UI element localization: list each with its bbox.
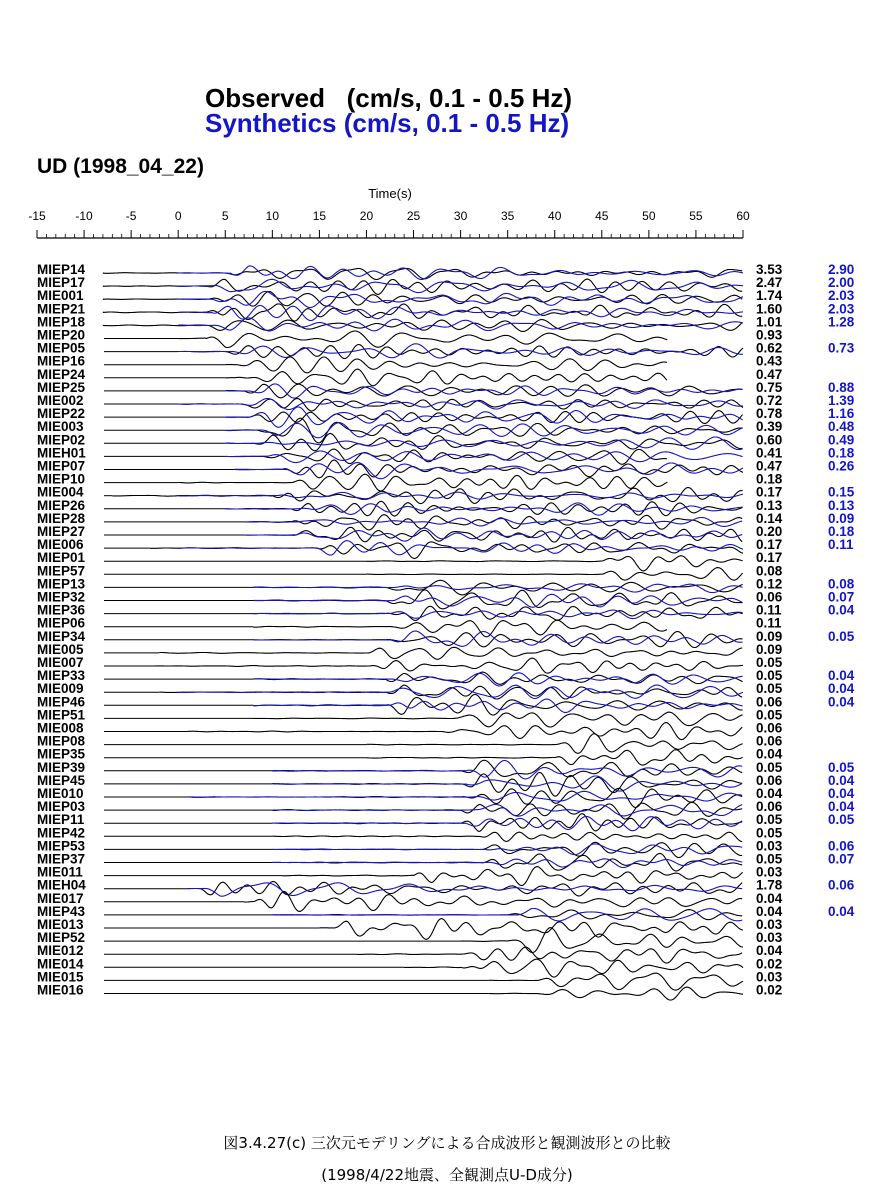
- synthetic-max-label: 0.26: [828, 458, 855, 474]
- station-label: MIEP18: [37, 314, 86, 330]
- observed-trace: [272, 760, 742, 777]
- synthetic-max-label: 0.48: [828, 419, 855, 435]
- synthetic-max-label: 0.04: [828, 786, 855, 801]
- observed-trace: [319, 919, 743, 940]
- x-tick-label: 35: [500, 209, 515, 223]
- station-label: MIEP24: [37, 366, 86, 382]
- observed-max-label: 0.05: [756, 707, 783, 723]
- x-tick-label: 10: [265, 209, 280, 223]
- synthetic-max-label: 0.88: [828, 379, 855, 395]
- observed-trace: [244, 515, 742, 530]
- station-label: MIEP35: [37, 746, 86, 762]
- station-label: MIEP45: [37, 772, 86, 788]
- x-tick-label: 45: [595, 209, 609, 223]
- observed-max-label: 1.78: [756, 877, 783, 893]
- station-label: MIEP53: [37, 838, 86, 854]
- observed-max-label: 0.05: [756, 851, 783, 867]
- synthetic-max-label: 2.90: [828, 262, 855, 277]
- caption-line-1: 図3.4.27(c) 三次元モデリングによる合成波形と観測波形との比較: [223, 1134, 671, 1152]
- observed-max-label: 0.14: [756, 510, 783, 526]
- observed-max-label: 0.93: [756, 327, 783, 343]
- station-label: MIEP17: [37, 275, 86, 291]
- observed-max-label: 0.41: [756, 445, 783, 461]
- observed-trace: [489, 973, 743, 990]
- observed-title: Observed (cm/s, 0.1 - 0.5 Hz): [205, 83, 573, 113]
- synthetic-max-label: 2.03: [828, 288, 855, 304]
- station-label: MIEP14: [37, 262, 86, 277]
- caption-line-2: (1998/4/22地震、全観測点U-D成分): [321, 1166, 573, 1184]
- observed-trace: [178, 331, 667, 348]
- x-tick-label: 55: [689, 209, 703, 223]
- synthetic-max-label: 0.73: [828, 340, 855, 356]
- observed-max-label: 0.05: [756, 668, 783, 684]
- observed-trace: [103, 268, 742, 279]
- observed-max-label: 0.02: [756, 982, 783, 998]
- synthetic-max-label: 0.07: [828, 589, 855, 605]
- station-label: MIEP16: [37, 353, 86, 369]
- observed-max-label: 0.62: [756, 340, 783, 356]
- synthetic-max-label: 0.04: [828, 903, 855, 919]
- synthetic-max-label: 0.49: [828, 432, 855, 448]
- station-label: MIEP33: [37, 668, 86, 684]
- station-label: MIEP02: [37, 432, 86, 448]
- observed-max-label: 0.05: [756, 825, 783, 841]
- observed-max-label: 0.43: [756, 353, 783, 369]
- station-label: MIE006: [37, 537, 84, 553]
- station-label: MIEH04: [37, 877, 86, 893]
- observed-max-label: 0.06: [756, 720, 783, 736]
- observed-trace: [188, 723, 743, 740]
- observed-max-label: 0.03: [756, 917, 783, 932]
- station-label: MIE015: [37, 969, 84, 985]
- observed-max-label: 0.17: [756, 550, 783, 566]
- station-label: MIEP42: [37, 825, 86, 841]
- synthetic-max-label: 0.08: [828, 576, 855, 592]
- observed-max-label: 0.72: [756, 393, 783, 408]
- synthetic-trace: [225, 423, 742, 438]
- observed-trace: [357, 947, 742, 963]
- x-tick-label: -15: [28, 209, 46, 223]
- synthetic-max-label: 1.28: [828, 314, 855, 330]
- synthetic-max-label: 0.05: [828, 759, 855, 775]
- observed-max-label: 0.05: [756, 812, 783, 828]
- station-label: MIEP43: [37, 903, 86, 919]
- synthetic-trace: [254, 699, 743, 712]
- synthetic-max-label: 0.04: [828, 772, 855, 788]
- observed-max-label: 1.60: [756, 301, 783, 317]
- station-label: MIEP46: [37, 694, 86, 710]
- synthetic-max-label: 0.11: [828, 537, 854, 553]
- station-label: MIEH01: [37, 445, 86, 461]
- station-label: MIEP05: [37, 340, 86, 356]
- observed-trace: [225, 369, 667, 386]
- observed-max-label: 1.74: [756, 288, 783, 304]
- station-label: MIE002: [37, 393, 84, 408]
- trace-area: [103, 266, 743, 1000]
- station-label: MIEP28: [37, 510, 86, 526]
- observed-trace: [404, 959, 743, 977]
- observed-max-label: 0.13: [756, 497, 783, 513]
- observed-max-label: 0.09: [756, 641, 783, 657]
- synthetic-trace: [225, 503, 742, 515]
- synthetic-trace: [178, 306, 743, 321]
- station-label: MIE007: [37, 655, 84, 670]
- station-label: MIEP06: [37, 615, 86, 631]
- station-label: MIEP11: [37, 812, 85, 828]
- x-tick-label: 15: [312, 209, 327, 223]
- observed-trace: [188, 788, 743, 807]
- x-tick-label: 50: [642, 209, 656, 223]
- synthetic-max-label: 0.06: [828, 838, 855, 854]
- synthetic-max-label: 2.03: [828, 301, 855, 317]
- station-label: MIEP39: [37, 759, 86, 775]
- station-label: MIEP08: [37, 733, 86, 749]
- observed-trace: [150, 542, 743, 559]
- synthetic-max-label: 0.04: [828, 694, 855, 710]
- synthetic-max-label: 0.04: [828, 602, 855, 618]
- x-tick-label: -5: [125, 209, 137, 223]
- station-label: MIE009: [37, 681, 84, 697]
- observed-max-label: 0.04: [756, 786, 783, 801]
- synthetic-max-label: 0.04: [828, 668, 855, 684]
- x-tick-label: 40: [548, 209, 562, 223]
- station-label: MIEP01: [37, 550, 86, 566]
- observed-trace: [272, 814, 742, 832]
- synthetic-max-label: 0.05: [828, 812, 855, 828]
- observed-trace: [150, 658, 743, 673]
- observed-max-label: 0.47: [756, 458, 783, 474]
- station-label: MIEP03: [37, 799, 86, 815]
- station-label: MIEP26: [37, 497, 86, 513]
- synthetic-trace: [244, 528, 742, 541]
- observed-max-label: 0.05: [756, 759, 783, 775]
- observed-trace: [225, 384, 742, 398]
- observed-trace: [178, 474, 667, 491]
- time-axis: [28, 186, 750, 238]
- x-tick-label: 20: [359, 209, 374, 223]
- observed-max-label: 0.75: [756, 379, 783, 395]
- observed-max-label: 0.18: [756, 471, 783, 487]
- synthetic-max-label: 0.04: [828, 681, 855, 697]
- station-label: MIE008: [37, 720, 84, 736]
- synthetic-max-label: 0.04: [828, 799, 855, 815]
- station-label: MIE014: [37, 956, 84, 972]
- synthetic-trace: [272, 909, 742, 921]
- station-label: MIEP25: [37, 379, 86, 395]
- observed-max-label: 0.06: [756, 694, 783, 710]
- station-label: MIE003: [37, 419, 84, 435]
- station-label: MIEP57: [37, 563, 86, 579]
- synthetic-trace: [178, 685, 743, 698]
- station-label: MIEP21: [37, 301, 86, 317]
- x-tick-label: 25: [406, 209, 421, 223]
- station-label: MIEP22: [37, 406, 86, 422]
- component-label: UD (1998_04_22): [37, 155, 204, 178]
- synthetic-trace: [178, 279, 743, 292]
- synthetic-trace: [178, 291, 743, 307]
- station-label: MIEP10: [37, 471, 86, 487]
- synthetic-trace: [272, 816, 742, 830]
- observed-max-label: 3.53: [756, 262, 783, 277]
- observed-max-label: 0.03: [756, 969, 783, 985]
- observed-max-label: 0.17: [756, 537, 783, 553]
- observed-max-label: 0.04: [756, 943, 783, 959]
- station-label: MIE016: [37, 982, 84, 998]
- station-label: MIEP13: [37, 576, 86, 592]
- synthetic-max-label: 1.16: [828, 406, 855, 422]
- observed-max-label: 1.01: [756, 314, 783, 330]
- observed-trace: [254, 620, 667, 637]
- synthetic-trace: [254, 594, 743, 607]
- observed-trace: [254, 590, 743, 609]
- synthetic-max-label: 0.15: [828, 484, 855, 500]
- observed-max-label: 0.60: [756, 432, 783, 448]
- synthetic-max-label: 2.00: [828, 275, 855, 291]
- station-label: MIE001: [37, 288, 84, 304]
- observed-max-label: 0.06: [756, 772, 783, 788]
- observed-trace: [461, 928, 743, 953]
- observed-max-label: 0.03: [756, 864, 783, 880]
- synthetic-trace: [272, 859, 742, 868]
- observed-trace: [367, 568, 743, 581]
- observed-max-label: 0.11: [756, 615, 782, 631]
- synthetic-trace: [178, 541, 743, 555]
- observed-max-label: 0.06: [756, 733, 783, 749]
- station-label: MIE010: [37, 786, 84, 801]
- observed-max-label: 0.05: [756, 655, 783, 670]
- station-label: MIEP51: [37, 707, 86, 723]
- synthetic-trace: [178, 344, 743, 358]
- observed-trace: [225, 411, 742, 424]
- observed-max-label: 0.08: [756, 563, 783, 579]
- synthetic-title: Synthetics (cm/s, 0.1 - 0.5 Hz): [205, 108, 570, 138]
- synthetic-trace: [188, 883, 743, 896]
- synthetic-max-label: 0.05: [828, 628, 855, 644]
- x-axis-label: Time(s): [368, 186, 412, 201]
- observed-max-label: 0.47: [756, 366, 783, 382]
- synthetic-max-label: 1.39: [828, 393, 855, 408]
- observed-max-label: 0.06: [756, 799, 783, 815]
- station-label: MIEP36: [37, 602, 86, 618]
- observed-max-label: 2.47: [756, 275, 783, 291]
- station-label: MIE012: [37, 943, 84, 959]
- observed-trace: [244, 892, 742, 912]
- observed-max-label: 0.11: [756, 602, 782, 618]
- synthetic-max-label: 0.09: [828, 510, 855, 526]
- observed-trace: [367, 556, 743, 571]
- x-tick-label: 5: [221, 209, 229, 223]
- observed-max-label: 0.05: [756, 681, 783, 697]
- observed-trace: [159, 647, 742, 659]
- observed-max-label: 0.04: [756, 746, 783, 762]
- station-label: MIE013: [37, 917, 84, 932]
- figure-caption: [0, 1133, 894, 1197]
- synthetic-max-label: 0.13: [828, 497, 855, 513]
- station-label: MIE005: [37, 641, 84, 657]
- observed-max-label: 0.02: [756, 956, 783, 972]
- station-label: MIE011: [37, 864, 83, 880]
- station-label: MIE017: [37, 890, 84, 906]
- station-label: MIEP32: [37, 589, 86, 605]
- x-tick-label: 0: [174, 209, 182, 223]
- synthetic-max-label: 0.06: [828, 877, 855, 893]
- observed-trace: [244, 527, 742, 542]
- station-label: MIEP52: [37, 930, 86, 946]
- observed-max-label: 0.12: [756, 576, 783, 592]
- observed-max-label: 0.17: [756, 484, 783, 500]
- observed-max-label: 0.06: [756, 589, 783, 605]
- observed-max-label: 0.04: [756, 890, 783, 906]
- x-tick-label: -10: [75, 209, 93, 223]
- observed-trace: [367, 750, 743, 765]
- station-label: MIEP07: [37, 458, 86, 474]
- synthetic-max-label: 0.07: [828, 851, 855, 867]
- observed-max-label: 0.04: [756, 903, 783, 919]
- station-label: MIEP27: [37, 524, 86, 539]
- observed-max-label: 0.78: [756, 406, 783, 422]
- observed-max-label: 0.39: [756, 419, 783, 435]
- observed-trace: [225, 357, 667, 373]
- observed-max-label: 0.20: [756, 524, 783, 539]
- observed-trace: [254, 672, 743, 684]
- observed-max-label: 0.09: [756, 628, 783, 644]
- synthetic-max-label: 0.18: [828, 524, 855, 539]
- x-tick-label: 30: [453, 209, 468, 223]
- observed-max-label: 0.03: [756, 930, 783, 946]
- station-label: MIEP37: [37, 851, 86, 867]
- station-label: MIEP20: [37, 327, 86, 343]
- station-label: MIE004: [37, 484, 84, 500]
- observed-trace: [272, 832, 742, 841]
- observed-max-label: 0.03: [756, 838, 783, 854]
- station-label: MIEP34: [37, 628, 86, 644]
- synthetic-max-label: 0.18: [828, 445, 855, 461]
- x-tick-label: 60: [736, 209, 750, 223]
